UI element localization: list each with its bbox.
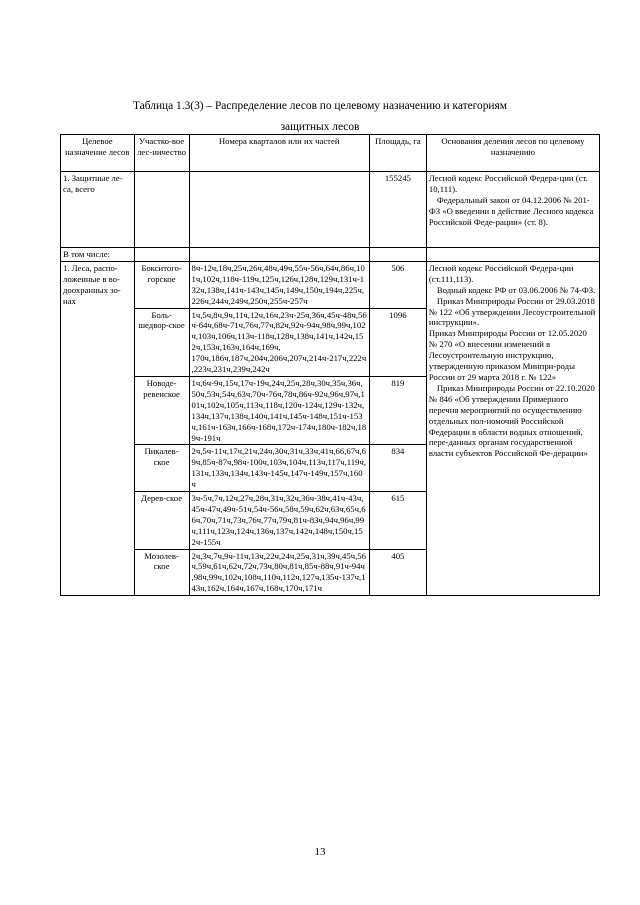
district-name: Боль-шедвор-ское <box>134 308 189 376</box>
district-name: Бокситого-горское <box>134 261 189 308</box>
including-label: В том числе: <box>61 248 135 262</box>
district-area: 1096 <box>369 308 426 376</box>
protective-basis <box>426 172 599 248</box>
water-basis-line: Приказ Минприроды России от 22.10.2020 № 846 «Об утверждении Примерного перечня мероприятий по осуществлению отдельных пол-номочий Российской Федерации в области водных отношений, пере-данных органам государственной власти субъектов Российской Фе-дерации» <box>428 382 595 459</box>
district-area: 819 <box>369 376 426 444</box>
water-basis <box>426 261 599 595</box>
table-header-row <box>61 135 600 172</box>
table-caption-line2: защитных лесов <box>280 121 360 133</box>
header-district: Участко-вое лес-ничество <box>134 135 189 172</box>
water-basis-line: Приказ Минприроды России от 12.05.2020 <box>428 328 587 339</box>
row-including <box>61 248 600 262</box>
header-purpose: Целевое назначение лесов <box>61 135 135 172</box>
water-purpose: 1. Леса, распо-ложенные в во-доохранных зо-нах <box>61 261 135 595</box>
row-protective-total <box>61 172 600 248</box>
protective-basis-line: Лесной кодекс Российской Федера-ции (ст. 10,111). <box>428 173 588 194</box>
district-quarters: 2ч,3ч,7ч,9ч-11ч,13ч,22ч,24ч,25ч,31ч,39ч,45ч,56ч,59ч,61ч,62ч,72ч,73ч,80ч,81ч,85ч-88ч,91ч-94ч,98ч,99ч,102ч,108ч,110ч,112ч,127ч,135ч-137ч,143ч,162ч,164ч,167ч,168ч,170ч,171ч <box>189 549 369 596</box>
table-row <box>61 261 600 308</box>
district-name: Новоде-ревенское <box>134 376 189 444</box>
district-area: 405 <box>369 549 426 596</box>
district-name: Дерев-ское <box>134 492 189 550</box>
district-area: 506 <box>369 261 426 308</box>
district-name: Мозолев-ское <box>134 549 189 596</box>
protective-purpose: 1. Защитные ле-са, всего <box>61 172 135 248</box>
water-basis-line: № 270 «О внесении изменений в Лесоустроительную инструкцию, утвержденную приказом Минпри-роды России от 29 марта 2018 г. № 122» <box>428 339 575 382</box>
protective-basis-line: Федеральный закон от 04.12.2006 № 201-ФЗ «О введении в действие Лесного кодекса Российской Феде-рации» (ст. 8). <box>428 194 594 227</box>
district-name: Пикалев-ское <box>134 445 189 492</box>
district-area: 615 <box>369 492 426 550</box>
district-quarters: 3ч-5ч,7ч,12ч,27ч,28ч,31ч,32ч,36ч-38ч,41ч-43ч,45ч-47ч,49ч-51ч,54ч-56ч,58ч,59ч,62ч,63ч,65ч,66ч,70ч,71ч,73ч,76ч,77ч,79ч,81ч-83ч,94ч,96ч,99ч,111ч,123ч,124ч,136ч,137ч,142ч,148ч,150ч,152ч-155ч <box>189 492 369 550</box>
water-basis-line: Водный кодекс РФ от 03.06.2006 № 74-ФЗ. <box>436 284 596 295</box>
district-quarters: 1ч,6ч-9ч,15ч,17ч-19ч,24ч,25ч,28ч,30ч,35ч,36ч,50ч,53ч,54ч,63ч,70ч-76ч,78ч,86ч-92ч,96ч,97ч,101ч,102ч,105ч,113ч,118ч,120ч-124ч,129ч-132ч,134ч,137ч,138ч,140ч,141ч,145ч-148ч,151ч-153ч,161ч-163ч,166ч-168ч,172ч-174ч,180ч-182ч,189ч-191ч <box>189 376 369 444</box>
protective-quarters <box>189 172 369 248</box>
header-area: Площадь, га <box>369 135 426 172</box>
protective-district <box>134 172 189 248</box>
forest-distribution-table <box>60 134 600 596</box>
water-basis-line: Лесной кодекс Российской Федера-ции (ст.111,113). <box>428 262 574 284</box>
district-quarters: 2ч,5ч-11ч,17ч,21ч,24ч,30ч,31ч,33ч,41ч,66,67ч,69ч,85ч-87ч,98ч-100ч,103ч,104ч,113ч,117ч,119ч,131ч,133ч,134ч,143ч-145ч,147ч-149ч,157ч,160ч <box>189 445 369 492</box>
header-quarters: Номера кварталов или их частей <box>189 135 369 172</box>
page-number: 13 <box>314 846 326 858</box>
district-quarters: 1ч,5ч,8ч,9ч,11ч,12ч,16ч,23ч-25ч,36ч,45ч-48ч,56ч-64ч,68ч-71ч,76ч,77ч,82ч,92ч-94ч,98ч,99ч,102ч,103ч,106ч,113ч-118ч,128ч,138ч,141ч,142ч,152ч,153ч,163ч,164ч,169ч, 170ч,186ч,187ч,204ч,206ч,207ч,214ч-217ч,222ч,223ч,231ч,239ч,242ч <box>189 308 369 376</box>
district-quarters: 8ч-12ч,18ч,25ч,26ч,48ч,49ч,55ч-56ч,64ч,86ч,101ч,102ч,118ч-119ч,125ч,126ч,128ч,129ч,131ч-132ч,138ч,141ч-143ч,145ч,149ч,150ч,194ч,225ч,226ч,244ч,249ч,250ч,255ч-257ч <box>189 261 369 308</box>
protective-area: 155245 <box>369 172 426 248</box>
water-basis-line: Приказ Минприроды России от 29.03.2018 № 122 «Об утверждении Лесоустроительной инструкции». <box>428 295 596 328</box>
header-basis: Основания деления лесов по целевому назначению <box>426 135 599 172</box>
table-caption-line1: Таблица 1.3(3) – Распределение лесов по целевому назначению и категориям <box>133 100 507 112</box>
district-area: 834 <box>369 445 426 492</box>
